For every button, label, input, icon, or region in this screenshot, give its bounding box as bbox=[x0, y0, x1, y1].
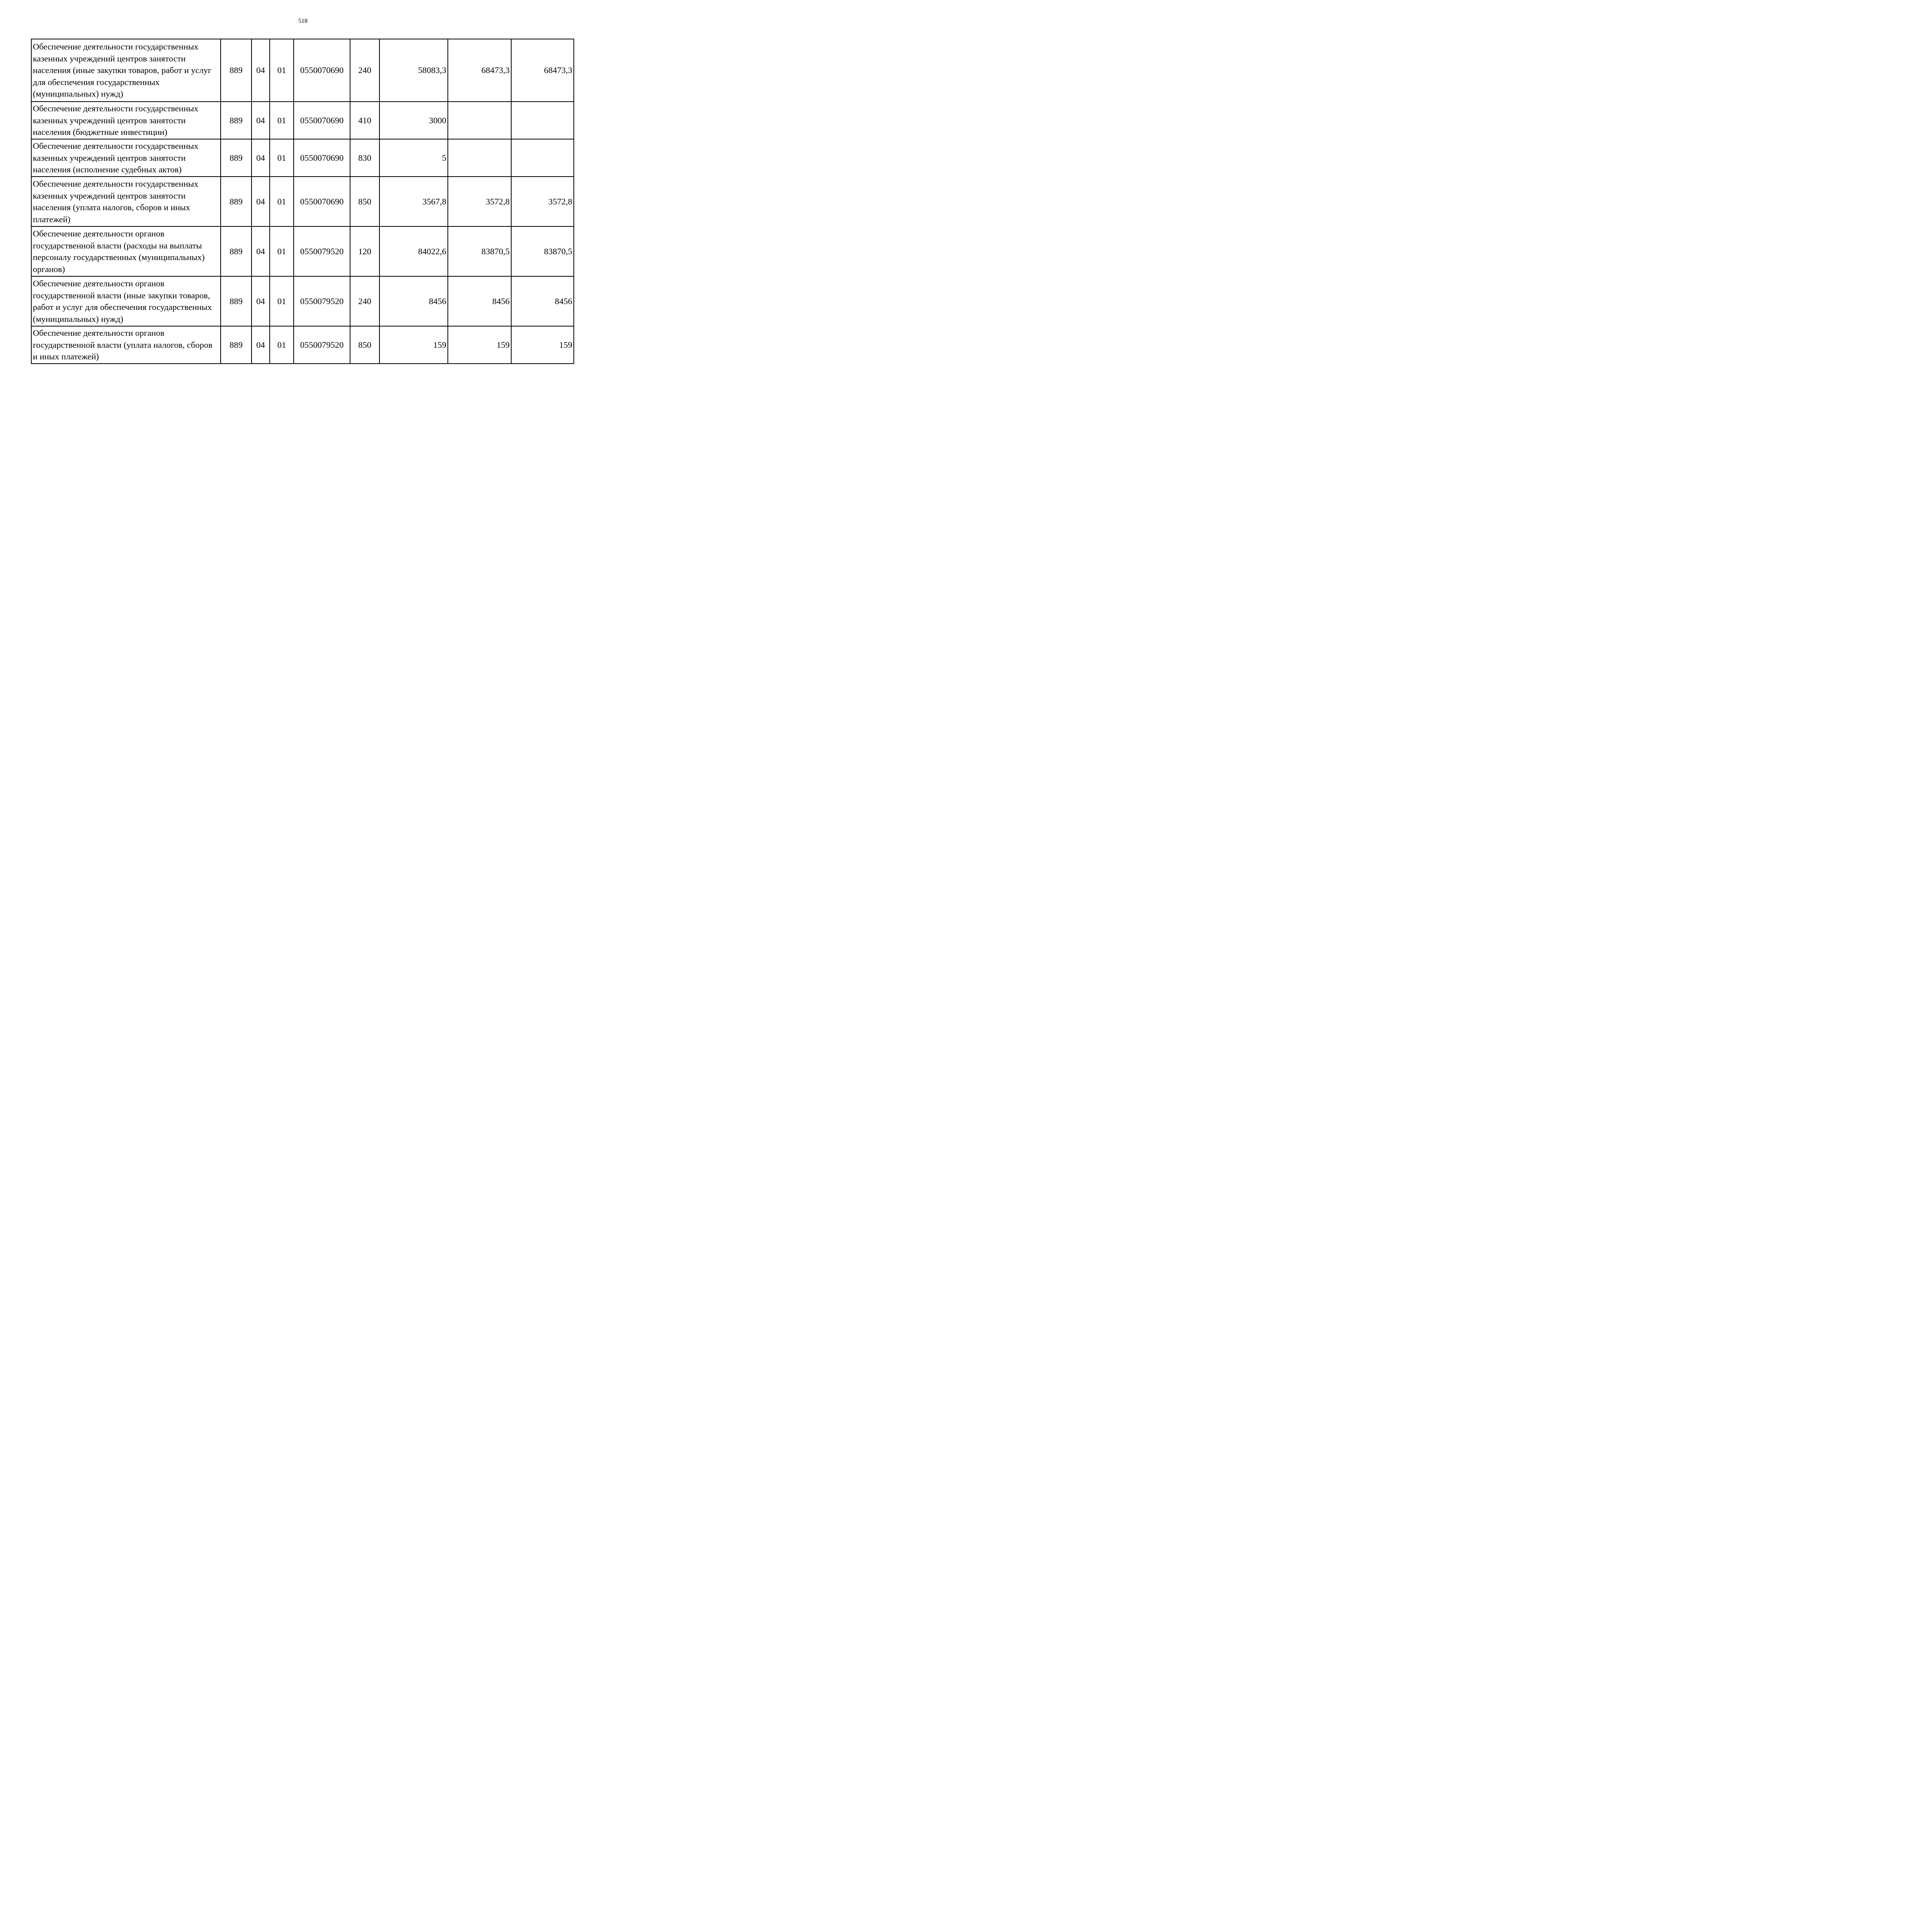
table-row bbox=[31, 276, 574, 326]
description-cell: Обеспечение деятельности государственных казенных учреждений центров занятости населения (уплата налогов, сборов и иных платежей) bbox=[31, 177, 221, 226]
ministry-code-cell: 889 bbox=[221, 102, 252, 139]
description-cell: Обеспечение деятельности органов государственной власти (расходы на выплаты персоналу государственных (муниципальных) органов) bbox=[31, 226, 221, 276]
target-article-cell: 0550070690 bbox=[294, 139, 350, 177]
ministry-code-cell: 889 bbox=[221, 39, 252, 102]
subsection-code-cell: 01 bbox=[270, 102, 294, 139]
subsection-code-cell: 01 bbox=[270, 326, 294, 364]
amount-2-cell bbox=[448, 139, 511, 177]
amount-3-cell: 8456 bbox=[511, 276, 574, 326]
section-code-cell: 04 bbox=[252, 139, 270, 177]
expense-type-cell: 240 bbox=[350, 39, 379, 102]
amount-1-cell: 159 bbox=[379, 326, 448, 364]
amount-2-cell: 159 bbox=[448, 326, 511, 364]
subsection-code-cell: 01 bbox=[270, 177, 294, 226]
table-row bbox=[31, 139, 574, 177]
subsection-code-cell: 01 bbox=[270, 226, 294, 276]
target-article-cell: 0550079520 bbox=[294, 226, 350, 276]
amount-1-cell: 58083,3 bbox=[379, 39, 448, 102]
ministry-code-cell: 889 bbox=[221, 226, 252, 276]
expense-type-cell: 830 bbox=[350, 139, 379, 177]
description-cell: Обеспечение деятельности государственных казенных учреждений центров занятости населения (бюджетные инвестиции) bbox=[31, 102, 221, 139]
amount-3-cell: 159 bbox=[511, 326, 574, 364]
ministry-code-cell: 889 bbox=[221, 326, 252, 364]
target-article-cell: 0550070690 bbox=[294, 39, 350, 102]
amount-3-cell bbox=[511, 139, 574, 177]
amount-1-cell: 3567,8 bbox=[379, 177, 448, 226]
amount-1-cell: 8456 bbox=[379, 276, 448, 326]
section-code-cell: 04 bbox=[252, 226, 270, 276]
ministry-code-cell: 889 bbox=[221, 139, 252, 177]
expense-type-cell: 240 bbox=[350, 276, 379, 326]
amount-1-cell: 84022,6 bbox=[379, 226, 448, 276]
table-row bbox=[31, 177, 574, 226]
amount-2-cell: 3572,8 bbox=[448, 177, 511, 226]
budget-table bbox=[31, 39, 574, 364]
description-cell: Обеспечение деятельности государственных казенных учреждений центров занятости населения (иные закупки товаров, работ и услуг для обеспечения государственных (муниципальных) нужд) bbox=[31, 39, 221, 102]
description-cell: Обеспечение деятельности органов государственной власти (уплата налогов, сборов и иных платежей) bbox=[31, 326, 221, 364]
target-article-cell: 0550070690 bbox=[294, 102, 350, 139]
section-code-cell: 04 bbox=[252, 102, 270, 139]
table-row bbox=[31, 226, 574, 276]
ministry-code-cell: 889 bbox=[221, 177, 252, 226]
amount-3-cell bbox=[511, 102, 574, 139]
expense-type-cell: 850 bbox=[350, 177, 379, 226]
description-cell: Обеспечение деятельности органов государственной власти (иные закупки товаров, работ и услуг для обеспечения государственных (муниципальных) нужд) bbox=[31, 276, 221, 326]
expense-type-cell: 850 bbox=[350, 326, 379, 364]
amount-1-cell: 5 bbox=[379, 139, 448, 177]
table-row bbox=[31, 326, 574, 364]
table-row bbox=[31, 39, 574, 102]
section-code-cell: 04 bbox=[252, 326, 270, 364]
amount-2-cell: 68473,3 bbox=[448, 39, 511, 102]
section-code-cell: 04 bbox=[252, 177, 270, 226]
subsection-code-cell: 01 bbox=[270, 39, 294, 102]
target-article-cell: 0550079520 bbox=[294, 326, 350, 364]
target-article-cell: 0550079520 bbox=[294, 276, 350, 326]
amount-2-cell bbox=[448, 102, 511, 139]
expense-type-cell: 120 bbox=[350, 226, 379, 276]
section-code-cell: 04 bbox=[252, 39, 270, 102]
amount-3-cell: 3572,8 bbox=[511, 177, 574, 226]
ministry-code-cell: 889 bbox=[221, 276, 252, 326]
subsection-code-cell: 01 bbox=[270, 276, 294, 326]
section-code-cell: 04 bbox=[252, 276, 270, 326]
table-row bbox=[31, 102, 574, 139]
amount-3-cell: 68473,3 bbox=[511, 39, 574, 102]
amount-2-cell: 8456 bbox=[448, 276, 511, 326]
description-cell: Обеспечение деятельности государственных казенных учреждений центров занятости населения (исполнение судебных актов) bbox=[31, 139, 221, 177]
amount-2-cell: 83870,5 bbox=[448, 226, 511, 276]
amount-1-cell: 3000 bbox=[379, 102, 448, 139]
expense-type-cell: 410 bbox=[350, 102, 379, 139]
page-number: 518 bbox=[298, 18, 308, 24]
amount-3-cell: 83870,5 bbox=[511, 226, 574, 276]
subsection-code-cell: 01 bbox=[270, 139, 294, 177]
target-article-cell: 0550070690 bbox=[294, 177, 350, 226]
